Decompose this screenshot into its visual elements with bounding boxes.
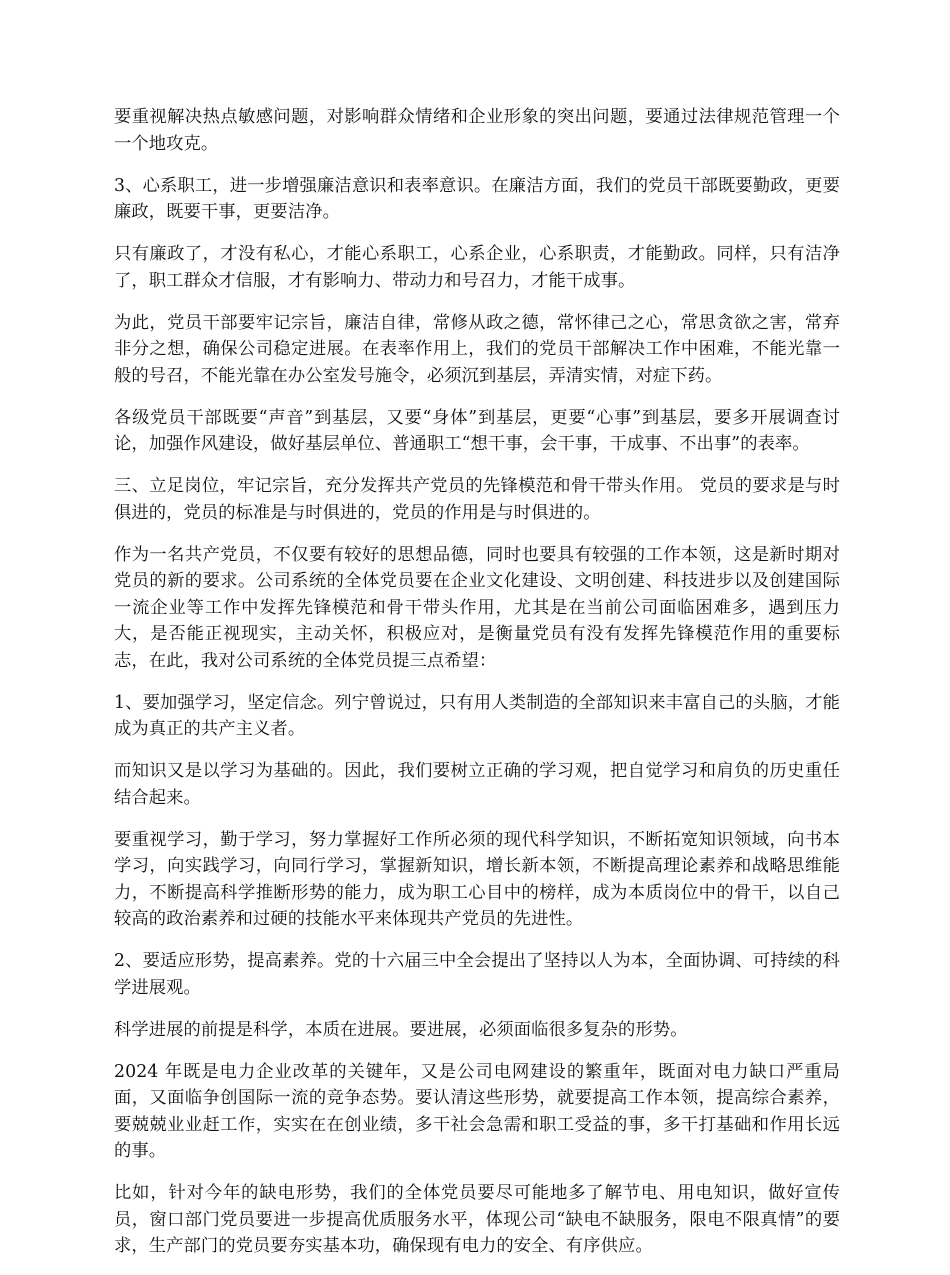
paragraph: 要重视解决热点敏感问题，对影响群众情绪和企业形象的突出问题，要通过法律规范管理一个一个地攻克。: [114, 107, 840, 154]
paragraph: 比如，针对今年的缺电形势，我们的全体党员要尽可能地多了解节电、用电知识，做好宣传员，窗口部门党员要进一步提高优质服务水平，体现公司“缺电不缺服务，限电不限真情”的要求，生产部门的党员要夯实基本功，确保现有电力的安全、有序供应。: [114, 1183, 840, 1256]
paragraph: 各级党员干部既要“声音”到基层，又要“身体”到基层，更要“心事”到基层，要多开展调查讨论，加强作风建设，做好基层单位、普通职工“想干事，会干事，干成事、不出事”的表率。: [114, 407, 840, 454]
paragraph: 2、要适应形势，提高素养。党的十六届三中全会提出了坚持以人为本，全面协调、可持续的科学进展观。: [114, 951, 840, 998]
paragraph: 3、心系职工，进一步增强廉洁意识和表率意识。在廉洁方面，我们的党员干部既要勤政，更要廉政，既要干事，更要洁净。: [114, 175, 840, 222]
paragraph: 而知识又是以学习为基础的。因此，我们要树立正确的学习观，把自觉学习和肩负的历史重任结合起来。: [114, 761, 840, 808]
paragraph: 1、要加强学习，坚定信念。列宁曾说过，只有用人类制造的全部知识来丰富自己的头脑，才能成为真正的共产主义者。: [114, 692, 840, 739]
paragraph: 只有廉政了，才没有私心，才能心系职工，心系企业，心系职责，才能勤政。同样，只有洁净了，职工群众才信服，才有影响力、带动力和号召力，才能干成事。: [114, 244, 840, 291]
paragraph: 作为一名共产党员，不仅要有较好的思想品德，同时也要具有较强的工作本领，这是新时期对党员的新的要求。公司系统的全体党员要在企业文化建设、文明创建、科技进步以及创建国际一流企业等工作中发挥先锋模范和骨干带头作用，尤其是在当前公司面临困难多，遇到压力大，是否能正视现实，主动关怀，积极应对，是衡量党员有没有发挥先锋模范作用的重要标志，在此，我对公司系统的全体党员提三点希望：: [114, 544, 840, 671]
paragraph: 三、立足岗位，牢记宗旨，充分发挥共产党员的先锋模范和骨干带头作用。 党员的要求是与时俱进的，党员的标准是与时俱进的，党员的作用是与时俱进的。: [114, 476, 840, 523]
paragraph: 科学进展的前提是科学，本质在进展。要进展，必须面临很多复杂的形势。: [114, 1019, 688, 1040]
document-body: [114, 104, 840, 1275]
paragraph: 为此，党员干部要牢记宗旨，廉洁自律，常修从政之德，常怀律己之心，常思贪欲之害，常弃非分之想，确保公司稳定进展。在表率作用上，我们的党员干部解决工作中困难，不能光靠一般的号召，不能光靠在办公室发号施令，必须沉到基层，弄清实情，对症下药。: [114, 312, 840, 386]
paragraph: 要重视学习，勤于学习，努力掌握好工作所必须的现代科学知识，不断拓宽知识领域，向书本学习，向实践学习，向同行学习，掌握新知识，增长新本领，不断提高理论素养和战略思维能力，不断提高科学推断形势的能力，成为职工心目中的榜样，成为本质岗位中的骨干，以自己较高的政治素养和过硬的技能水平来体现共产党员的先进性。: [114, 829, 840, 929]
paragraph: 2024 年既是电力企业改革的关键年，又是公司电网建设的繁重年，既面对电力缺口严重局面，又面临争创国际一流的竞争态势。要认清这些形势，就要提高工作本领，提高综合素养，要兢兢业业赶工作，实实在在创业绩，多干社会急需和职工受益的事，多干打基础和作用长远的事。: [114, 1061, 840, 1161]
